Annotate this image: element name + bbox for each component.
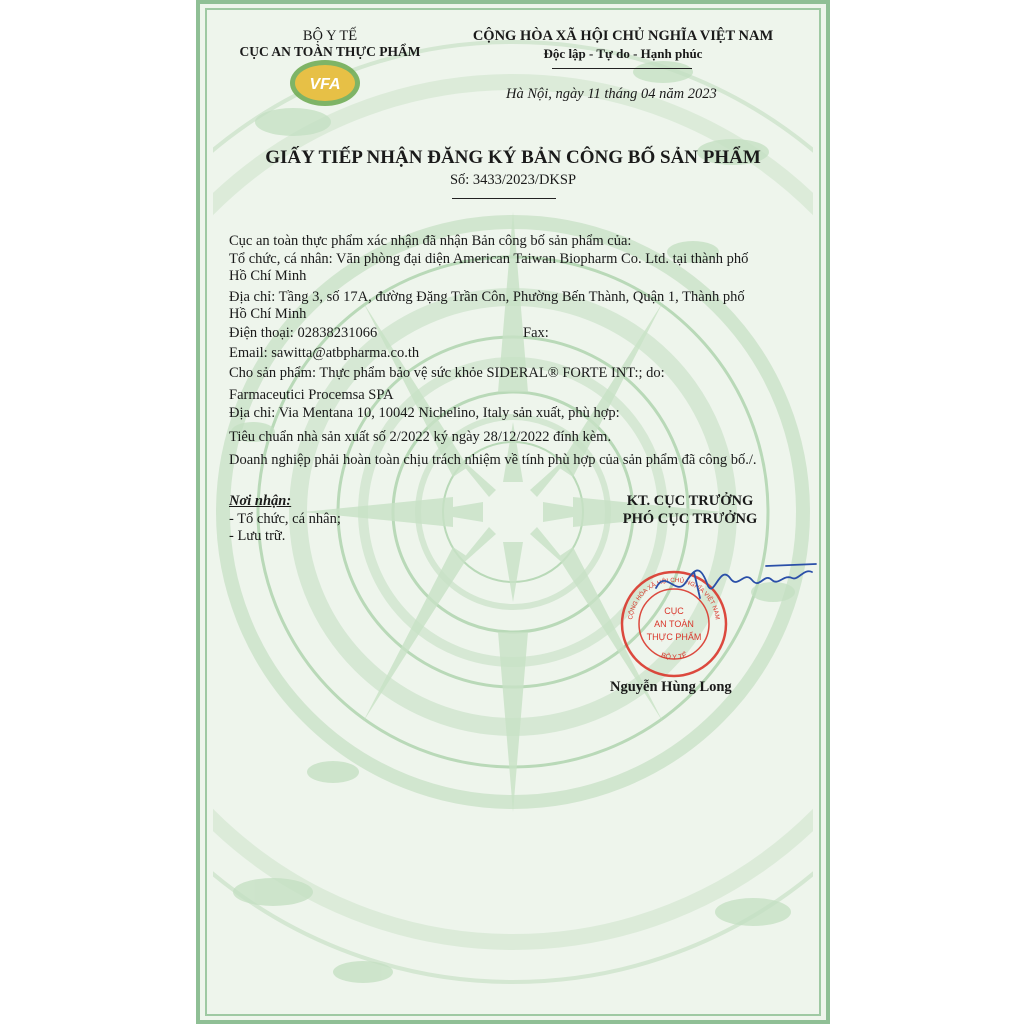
republic-name: CỘNG HÒA XÃ HỘI CHỦ NGHĨA VIỆT NAM [472, 28, 774, 44]
document-number: Số: 3433/2023/DKSP [449, 172, 577, 188]
organization-line-1: Tổ chức, cá nhân: Văn phòng đại diện American Taiwan Biopharm Co. Ltd. tại thành phố [229, 251, 749, 267]
motto-underline [552, 68, 692, 69]
email-line: Email: sawitta@atbpharma.co.th [229, 345, 420, 361]
product-line-1: Cho sản phẩm: Thực phẩm bảo vệ sức khỏe SIDERAL® FORTE INT:; do: [229, 365, 665, 381]
intro-line: Cục an toàn thực phẩm xác nhận đã nhận Bản công bố sản phẩm của: [229, 233, 632, 249]
recipient-item-1: - Tổ chức, cá nhân; [229, 511, 341, 527]
ministry-name: BỘ Y TẾ [302, 28, 358, 44]
handwritten-signature [646, 558, 826, 610]
number-underline [452, 198, 556, 199]
recipient-item-2: - Lưu trữ. [229, 528, 286, 544]
phone-line: Điện thoại: 02838231066 [229, 325, 378, 341]
address-line-1: Địa chỉ: Tầng 3, số 17A, đường Đặng Trần Côn, Phường Bến Thành, Quận 1, Thành phố [229, 289, 745, 305]
svg-text:BỘ Y TẾ: BỘ Y TẾ [659, 652, 689, 662]
svg-text:CỘNG HÒA XÃ HỘI CHỦ NGHĨA VIỆT: CỘNG HÒA XÃ HỘI CHỦ NGHĨA VIỆT NAM [627, 576, 721, 621]
organization-line-2: Hồ Chí Minh [229, 268, 307, 284]
recipients-heading: Nơi nhận: [229, 493, 292, 509]
agency-name: CỤC AN TOÀN THỰC PHẨM [239, 44, 421, 59]
product-line-2: Farmaceutici Procemsa SPA [229, 387, 394, 403]
document-title: GIẤY TIẾP NHẬN ĐĂNG KÝ BẢN CÔNG BỐ SẢN PHẨM [265, 147, 761, 168]
vfa-logo [288, 58, 362, 108]
signature-title-2: PHÓ CỤC TRƯỞNG [622, 511, 758, 527]
svg-text:AN TOÀN: AN TOÀN [654, 619, 694, 629]
fax-line: Fax: [523, 325, 549, 341]
svg-text:VFA: VFA [309, 76, 341, 93]
product-line-3: Địa chỉ: Via Mentana 10, 10042 Nichelino, Italy sản xuất, phù hợp: [229, 405, 620, 421]
signer-name: Nguyễn Hùng Long [610, 679, 732, 695]
national-motto: Độc lập - Tự do - Hạnh phúc [543, 46, 703, 61]
signature-title-1: KT. CỤC TRƯỞNG [626, 493, 754, 509]
svg-text:THỰC PHẨM: THỰC PHẨM [646, 632, 702, 642]
svg-text:CỤC: CỤC [664, 606, 684, 616]
standard-line: Tiêu chuẩn nhà sản xuất số 2/2022 ký ngày 28/12/2022 đính kèm. [229, 429, 612, 445]
responsibility-line: Doanh nghiệp phải hoàn toàn chịu trách nhiệm về tính phù hợp của sản phẩm đã công bố./. [229, 452, 757, 468]
place-date: Hà Nội, ngày 11 tháng 04 năm 2023 [506, 86, 717, 102]
address-line-2: Hồ Chí Minh [229, 306, 307, 322]
